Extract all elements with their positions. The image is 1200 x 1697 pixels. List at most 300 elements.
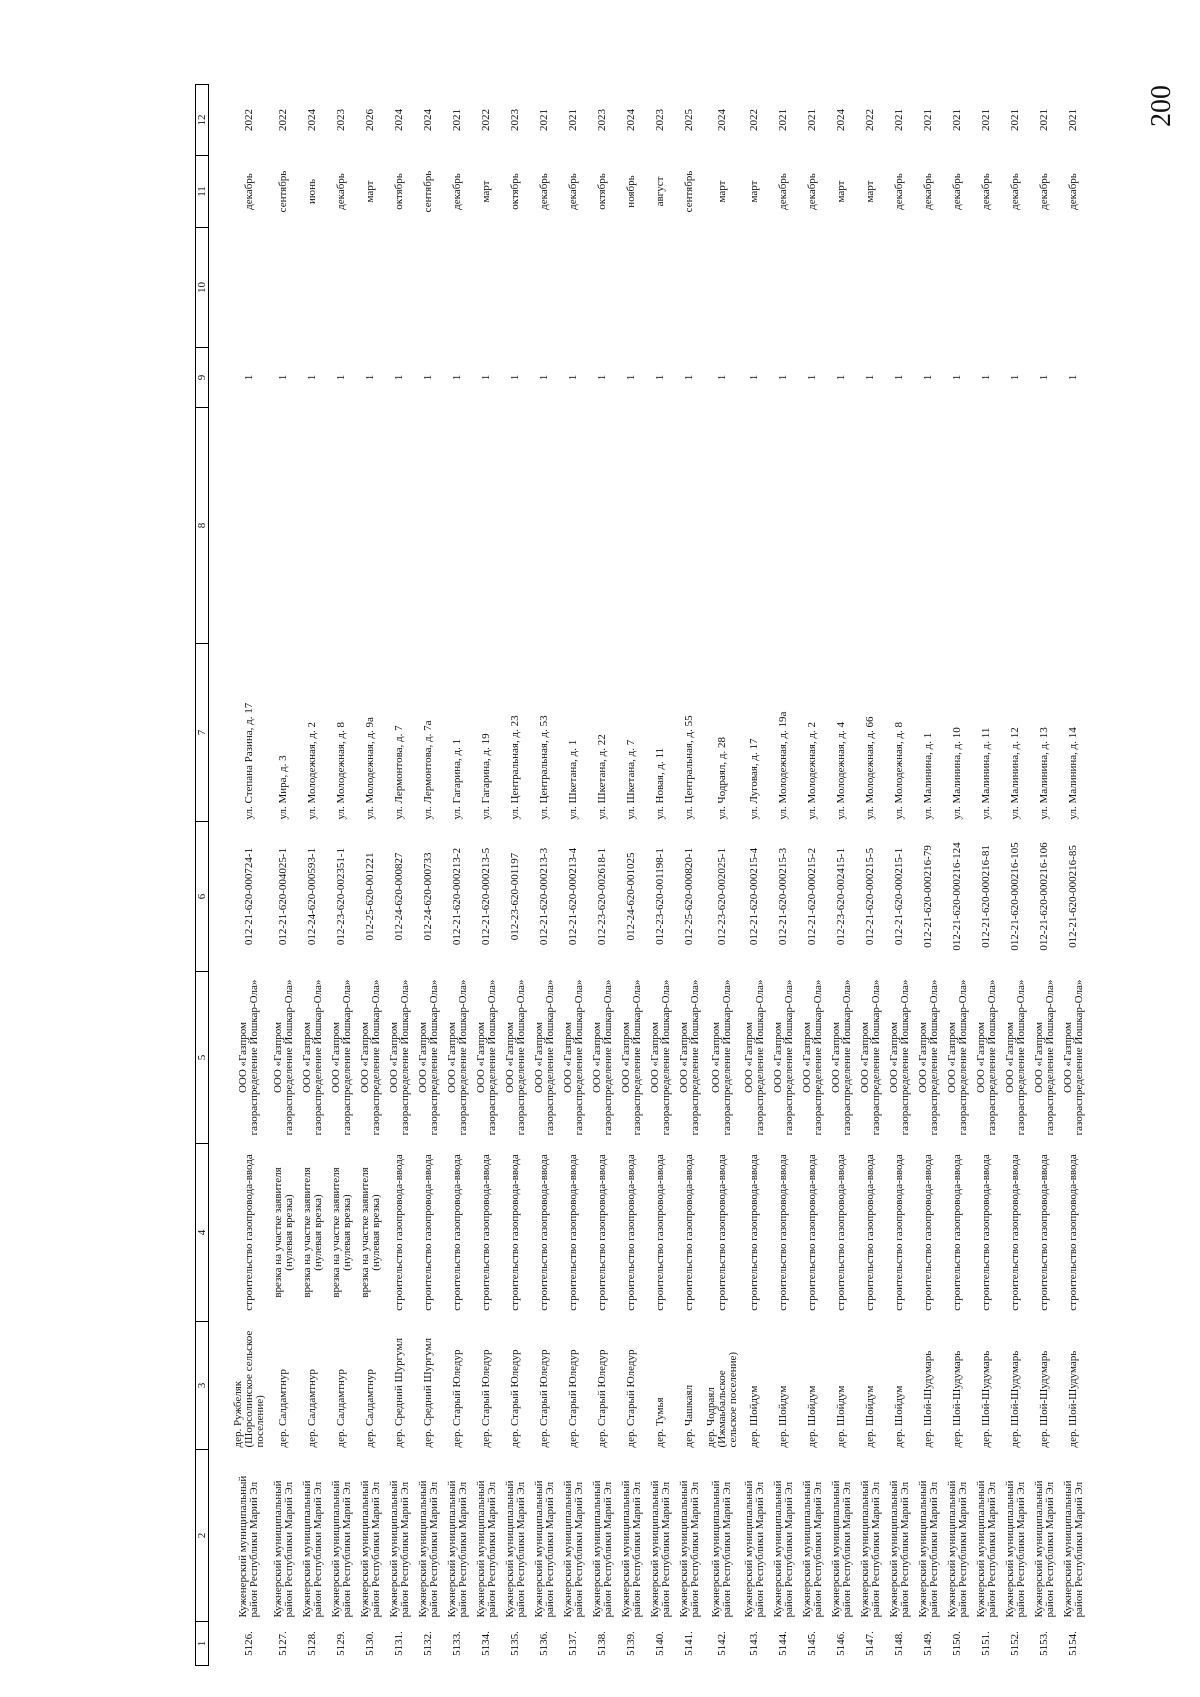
cell-municipality: Кужнерский муниципальный район Республики Марий Эл [503,1480,527,1618]
cell-request-number: 012-21-620-000216-105 [1009,842,1021,951]
cell-work-type: врезка на участке заявителя (нулевая врезка) [329,1167,353,1298]
cell-settlement: дер. Салдамтнур [335,1369,347,1448]
cell-settlement: дер. Чодраял (Ижмаьбальское сельское поселение) [704,1351,739,1448]
cell-address: ул. Молодежная, д. 19а [777,711,789,820]
cell-settlement: дер. Старый Юледур [538,1349,550,1448]
cell-municipality: Кужнерский муниципальный район Республики Марий Эл [677,1480,701,1618]
cell-organization: ООО «Газпром газораспределение Йошкар-Ола» [1032,979,1056,1136]
cell-col-10 [675,228,704,348]
cell-address: ул. Молодежная, д. 66 [864,716,876,820]
column-header-12: 12 [196,85,209,156]
table-row [914,85,943,1666]
cell-month: март [864,180,876,203]
cell-year: 2024 [306,109,318,131]
cell-month: март [715,180,728,203]
cell-col-10 [472,228,501,348]
cell-work-type: строительство газопровода-ввода [835,1154,847,1311]
cell-col-10 [1059,228,1088,348]
cell-address: ул. Малинина, д. 11 [980,727,992,820]
column-header-10: 10 [196,228,209,348]
cell-settlement: дер. Шой-Шудумарь [922,1350,934,1448]
cell-row-number: 5146. [835,1631,847,1656]
cell-address: ул. Степана Разина, д. 17 [242,702,255,820]
cell-year: 2021 [1067,109,1079,131]
cell-col-10 [1030,228,1059,348]
cell-row-number: 5139. [625,1631,637,1656]
cell-settlement: дер. Салдамтнур [306,1369,318,1448]
cell-settlement: дер. Тумья [654,1397,666,1448]
cell-settlement: дер. Старый Юледур [596,1349,608,1448]
table-row [414,85,443,1666]
cell-request-number: 012-21-620-000215-4 [748,847,760,946]
cell-col-10 [385,228,414,348]
cell-month: декабрь [538,173,550,210]
cell-month: август [654,176,666,207]
cell-col-10 [356,228,385,348]
page-number: 200 [1146,85,1177,127]
cell-row-number: 5153. [1038,1631,1050,1656]
cell-work-type: строительство газопровода-ввода [625,1154,637,1311]
cell-quantity: 1 [422,374,434,381]
cell-settlement: дер. Шой-Шудумарь [1067,1350,1079,1448]
cell-month: март [748,180,760,203]
cell-settlement: дер. Шойдум [864,1385,876,1448]
cell-quantity: 1 [654,374,666,381]
cell-month: декабрь [777,173,789,210]
cell-address: ул. Молодежная, д. 4 [835,721,847,820]
cell-address: ул. Малинина, д. 10 [951,727,963,820]
table-row [443,85,472,1666]
cell-year: 2024 [715,109,728,131]
cell-organization: ООО «Газпром газораспределение Йошкар-Ола» [474,979,498,1136]
cell-col-10 [501,228,530,348]
cell-request-number: 012-23-620-002025-1 [715,847,728,946]
cell-year: 2025 [683,109,695,131]
cell-settlement: дер. Салдамтнур [364,1369,376,1448]
cell-municipality: Кужнерский муниципальный район Республики Марий Эл [771,1480,795,1618]
cell-work-type: строительство газопровода-ввода [683,1154,695,1311]
cell-organization: ООО «Газпром газораспределение Йошкар-Ола» [800,979,824,1136]
cell-col-8 [1030,408,1059,644]
cell-municipality: Кужнерский муниципальный район Республики Марий Эл [974,1480,998,1618]
cell-month: декабрь [1009,173,1021,210]
cell-quantity: 1 [980,374,992,381]
cell-col-8 [617,408,646,644]
cell-col-10 [885,228,914,348]
cell-year: 2021 [1038,109,1050,131]
cell-col-8 [559,408,588,644]
cell-work-type: строительство газопровода-ввода [748,1154,760,1311]
cell-organization: ООО «Газпром газораспределение Йошкар-Ола» [329,979,353,1136]
cell-quantity: 1 [1009,374,1021,381]
cell-settlement: дер. Шой-Шудумарь [1038,1350,1050,1448]
cell-row-number: 5143. [748,1631,760,1656]
cell-year: 2022 [480,109,492,131]
cell-address: ул. Шкетана, д. 1 [567,739,579,820]
cell-settlement: дер. Шой-Шудумарь [951,1350,963,1448]
cell-request-number: 012-21-620-000216-85 [1067,845,1079,948]
cell-organization: ООО «Газпром газораспределение Йошкар-Ола» [590,979,614,1136]
cell-col-10 [298,228,327,348]
cell-quantity: 1 [596,374,608,381]
cell-col-10 [704,228,740,348]
cell-month: декабрь [451,173,463,210]
table-row [269,85,298,1666]
cell-col-10 [914,228,943,348]
cell-month: декабрь [567,173,579,210]
cell-month: декабрь [806,173,818,210]
cell-year: 2022 [242,109,255,131]
cell-organization: ООО «Газпром газораспределение Йошкар-Ола» [358,979,382,1136]
cell-settlement: дер. Салдамтнур [277,1369,289,1448]
cell-work-type: врезка на участке заявителя (нулевая врезка) [358,1167,382,1298]
cell-organization: ООО «Газпром газораспределение Йошкар-Ола» [710,979,733,1136]
table-body [209,85,1089,1666]
cell-month: сентябрь [277,170,289,213]
column-header-6: 6 [196,822,209,972]
cell-quantity: 1 [893,374,905,381]
cell-col-8 [798,408,827,644]
cell-municipality: Кужнерский муниципальный район Республики Марий Эл [445,1480,469,1618]
cell-request-number: 012-21-620-000216-79 [922,845,934,948]
cell-request-number: 012-23-620-001198-1 [654,848,666,945]
cell-col-10 [269,228,298,348]
cell-year: 2026 [364,109,376,131]
cell-quantity: 1 [715,374,728,381]
cell-col-10 [443,228,472,348]
cell-col-8 [443,408,472,644]
cell-organization: ООО «Газпром газораспределение Йошкар-Ола» [829,979,853,1136]
cell-work-type: строительство газопровода-ввода [393,1154,405,1311]
cell-year: 2022 [748,109,760,131]
cell-organization: ООО «Газпром газораспределение Йошкар-Ола» [742,979,766,1136]
cell-work-type: строительство газопровода-ввода [980,1154,992,1311]
cell-address: ул. Лермонтова, д. 7 [393,725,405,820]
table-row [1030,85,1059,1666]
cell-month: сентябрь [422,170,434,213]
cell-municipality: Кужнерский муниципальный район Республики Марий Эл [474,1480,498,1618]
cell-address: ул. Луговая, д. 17 [748,738,760,820]
cell-month: декабрь [980,173,992,210]
cell-quantity: 1 [777,374,789,381]
cell-request-number: 012-21-620-000215-2 [806,847,818,946]
column-header-1: 1 [196,1622,209,1666]
cell-quantity: 1 [538,374,550,381]
column-header-11: 11 [196,156,209,228]
cell-col-8 [209,408,270,644]
cell-settlement: дер. Старый Юледур [567,1349,579,1448]
cell-row-number: 5149. [922,1631,934,1656]
cell-address: ул. Малинина, д. 14 [1067,727,1079,820]
cell-row-number: 5154. [1067,1631,1079,1656]
cell-col-8 [885,408,914,644]
cell-col-10 [827,228,856,348]
column-header-5: 5 [196,972,209,1144]
cell-row-number: 5138. [596,1631,608,1656]
cell-col-10 [646,228,675,348]
cell-organization: ООО «Газпром газораспределение Йошкар-Ола» [887,979,911,1136]
cell-row-number: 5151. [980,1631,992,1656]
cell-request-number: 012-24-620-001025 [625,852,637,941]
cell-col-10 [559,228,588,348]
cell-settlement: дер. Старый Юледур [509,1349,521,1448]
cell-col-10 [769,228,798,348]
table-row [298,85,327,1666]
cell-address: ул. Гагарина, д. 19 [480,733,492,820]
cell-municipality: Кужнерский муниципальный район Республики Марий Эл [271,1480,295,1618]
cell-col-8 [972,408,1001,644]
cell-request-number: 012-21-620-000213-4 [567,847,579,946]
cell-year: 2022 [864,109,876,131]
cell-year: 2024 [393,109,405,131]
cell-work-type: врезка на участке заявителя (нулевая врезка) [300,1167,324,1298]
cell-row-number: 5142. [715,1631,728,1656]
cell-row-number: 5135. [509,1631,521,1656]
cell-address: ул. Центральная, д. 23 [509,715,521,820]
cell-col-8 [769,408,798,644]
cell-row-number: 5141. [683,1631,695,1656]
cell-request-number: 012-24-620-000733 [422,852,434,941]
cell-col-8 [646,408,675,644]
table-row [209,85,270,1666]
cell-organization: ООО «Газпром газораспределение Йошкар-Ола» [561,979,585,1136]
cell-year: 2021 [922,109,934,131]
cell-municipality: Кужнерский муниципальный район Республики Марий Эл [416,1480,440,1618]
cell-quantity: 1 [567,374,579,381]
table-row [617,85,646,1666]
table-row [327,85,356,1666]
cell-year: 2024 [625,109,637,131]
cell-settlement: дер. Шойдум [835,1385,847,1448]
column-header-7: 7 [196,644,209,822]
cell-work-type: врезка на участке заявителя (нулевая врезка) [271,1167,295,1298]
cell-row-number: 5148. [893,1631,905,1656]
cell-quantity: 1 [835,374,847,381]
cell-address: ул. Шкетана, д. 22 [596,734,608,820]
cell-row-number: 5131. [393,1631,405,1656]
cell-work-type: строительство газопровода-ввода [893,1154,905,1311]
cell-work-type: строительство газопровода-ввода [538,1154,550,1311]
cell-col-10 [209,228,270,348]
cell-request-number: 012-23-620-002351-1 [335,847,347,946]
cell-municipality: Куженерский муниципальный район Республики Марий Эл [237,1475,260,1618]
cell-request-number: 012-21-620-000213-2 [451,847,463,946]
cell-request-number: 012-21-620-000215-3 [777,847,789,946]
cell-col-8 [356,408,385,644]
cell-organization: ООО «Газпром газораспределение Йошкар-Ола» [945,979,969,1136]
table-row [769,85,798,1666]
cell-organization: ООО «Газпром газораспределение Йошкар-Ола» [1061,979,1085,1136]
cell-quantity: 1 [1038,374,1050,381]
cell-col-8 [327,408,356,644]
table-row [559,85,588,1666]
cell-organization: ООО «Газпром газораспределение Йошкар-Ола» [416,979,440,1136]
cell-row-number: 5150. [951,1631,963,1656]
cell-quantity: 1 [364,374,376,381]
cell-work-type: строительство газопровода-ввода [864,1154,876,1311]
cell-quantity: 1 [306,374,318,381]
cell-address: ул. Молодежная, д. 2 [806,721,818,820]
cell-municipality: Кужнерский муниципальный район Республики Марий Эл [887,1480,911,1618]
cell-year: 2021 [1009,109,1021,131]
cell-quantity: 1 [806,374,818,381]
cell-work-type: строительство газопровода-ввода [596,1154,608,1311]
cell-month: декабрь [1067,173,1079,210]
cell-address: ул. Молодежная, д. 2 [306,721,318,820]
cell-quantity: 1 [922,374,934,381]
cell-address: ул. Шкетана, д. 7 [625,739,637,820]
table-row [472,85,501,1666]
cell-col-10 [1001,228,1030,348]
cell-quantity: 1 [951,374,963,381]
cell-col-10 [856,228,885,348]
cell-row-number: 5152. [1009,1631,1021,1656]
cell-address: ул. Новая, д. 11 [654,747,666,820]
cell-quantity: 1 [864,374,876,381]
cell-request-number: 012-21-620-000215-1 [893,847,905,946]
table-row [827,85,856,1666]
cell-month: декабрь [893,173,905,210]
cell-organization: ООО «Газпром газораспределение Йошкар-Ола» [1003,979,1027,1136]
cell-year: 2021 [538,109,550,131]
cell-settlement: дер. Шой-Шудумарь [1009,1350,1021,1448]
cell-municipality: Кужнерский муниципальный район Республики Марий Эл [710,1480,733,1618]
cell-settlement: дер. Шойдум [748,1385,760,1448]
cell-organization: ООО «Газпром газораспределение Йошкар-Ола» [271,979,295,1136]
cell-col-10 [588,228,617,348]
cell-row-number: 5132. [422,1631,434,1656]
cell-work-type: строительство газопровода-ввода [1009,1154,1021,1311]
cell-address: ул. Гагарина, д. 1 [451,738,463,820]
cell-col-10 [972,228,1001,348]
table-row [530,85,559,1666]
column-header-2: 2 [196,1450,209,1622]
cell-work-type: строительство газопровода-ввода [654,1154,666,1311]
cell-request-number: 012-23-620-001197 [509,852,521,941]
cell-settlement: дер. Старый Юледур [451,1349,463,1448]
cell-request-number: 012-21-620-004025-1 [277,847,289,946]
cell-work-type: строительство газопровода-ввода [567,1154,579,1311]
cell-organization: ООО «Газпром газораспределение Йошкар-Ола» [916,979,940,1136]
cell-settlement: дер. Чашкаял [683,1384,695,1448]
cell-work-type: строительство газопровода-ввода [242,1154,255,1311]
cell-settlement: дер. Шойдум [777,1385,789,1448]
table-row [704,85,740,1666]
cell-municipality: Кужнерский муниципальный район Республики Марий Эл [300,1480,324,1618]
cell-col-10 [740,228,769,348]
cell-quantity: 1 [393,374,405,381]
cell-work-type: строительство газопровода-ввода [480,1154,492,1311]
cell-municipality: Кужнерский муниципальный район Республики Марий Эл [387,1480,411,1618]
cell-work-type: строительство газопровода-ввода [806,1154,818,1311]
cell-row-number: 5134. [480,1631,492,1656]
cell-quantity: 1 [242,374,255,381]
column-header-4: 4 [196,1144,209,1322]
cell-month: октябрь [596,173,608,210]
rotated-table-container [195,85,1195,1666]
cell-organization: ООО «Газпром газораспределение Йошкар-Ола» [532,979,556,1136]
table-header [196,85,209,1666]
cell-col-10 [798,228,827,348]
cell-organization: ООО «Газпром газораспределение Йошкар-Ола» [619,979,643,1136]
cell-month: декабрь [335,173,347,210]
cell-year: 2021 [951,109,963,131]
cell-municipality: Кужнерский муниципальный район Республики Марий Эл [945,1480,969,1618]
cell-work-type: строительство газопровода-ввода [451,1154,463,1311]
cell-col-8 [704,408,740,644]
table-row [798,85,827,1666]
cell-quantity: 1 [748,374,760,381]
cell-work-type: строительство газопровода-ввода [422,1154,434,1311]
cell-organization: ООО «Газпром газораспределение Йошкар-Ола» [237,979,260,1136]
cell-address: ул. Центральная, д. 53 [538,715,550,820]
cell-month: декабрь [1038,173,1050,210]
cell-organization: ООО «Газпром газораспределение Йошкар-Ола» [677,979,701,1136]
cell-year: 2021 [806,109,818,131]
cell-year: 2021 [777,109,789,131]
cell-year: 2023 [335,109,347,131]
cell-work-type: строительство газопровода-ввода [715,1154,728,1311]
cell-settlement: дер. Средний Шургумл [422,1338,434,1448]
cell-address: ул. Чодраял, д. 28 [715,737,728,820]
cell-col-8 [675,408,704,644]
column-header-9: 9 [196,348,209,408]
column-header-3: 3 [196,1322,209,1450]
cell-municipality: Кужнерский муниципальный район Республики Марий Эл [1061,1480,1085,1618]
cell-col-10 [943,228,972,348]
cell-quantity: 1 [509,374,521,381]
cell-work-type: строительство газопровода-ввода [777,1154,789,1311]
table-row [885,85,914,1666]
cell-col-10 [617,228,646,348]
table-row [972,85,1001,1666]
cell-request-number: 012-25-620-000820-1 [683,847,695,946]
cell-request-number: 012-21-620-000216-124 [951,842,963,951]
cell-month: июнь [306,179,318,205]
cell-col-10 [414,228,443,348]
cell-year: 2023 [596,109,608,131]
cell-municipality: Кужнерский муниципальный район Республики Марий Эл [1003,1480,1027,1618]
cell-organization: ООО «Газпром газораспределение Йошкар-Ола» [503,979,527,1136]
cell-col-8 [414,408,443,644]
cell-row-number: 5147. [864,1631,876,1656]
cell-settlement: дер. Старый Юледур [625,1349,637,1448]
cell-year: 2023 [654,109,666,131]
cell-row-number: 5128. [306,1631,318,1656]
cell-month: март [480,180,492,203]
cell-settlement: дер. Ружбеляк (Шорсолинское сельское поселение) [231,1330,266,1448]
cell-settlement: дер. Шой-Шудумарь [980,1350,992,1448]
cell-col-8 [943,408,972,644]
column-header-8: 8 [196,408,209,644]
cell-month: декабрь [922,173,934,210]
cell-request-number: 012-23-620-002415-1 [835,847,847,946]
cell-municipality: Кужнерский муниципальный район Республики Марий Эл [590,1480,614,1618]
cell-request-number: 012-25-620-001221 [364,852,376,941]
cell-municipality: Кужнерский муниципальный район Республики Марий Эл [800,1480,824,1618]
cell-municipality: Кужнерский муниципальный район Республики Марий Эл [358,1480,382,1618]
cell-request-number: 012-21-620-000213-3 [538,847,550,946]
cell-address: ул. Малинина, д. 1 [922,732,934,820]
cell-address: ул. Малинина, д. 13 [1038,727,1050,820]
cell-col-8 [740,408,769,644]
table-row [675,85,704,1666]
cell-municipality: Кужнерский муниципальный район Республики Марий Эл [648,1480,672,1618]
cell-year: 2022 [277,109,289,131]
cell-organization: ООО «Газпром газораспределение Йошкар-Ола» [974,979,998,1136]
cell-row-number: 5133. [451,1631,463,1656]
cell-work-type: строительство газопровода-ввода [951,1154,963,1311]
